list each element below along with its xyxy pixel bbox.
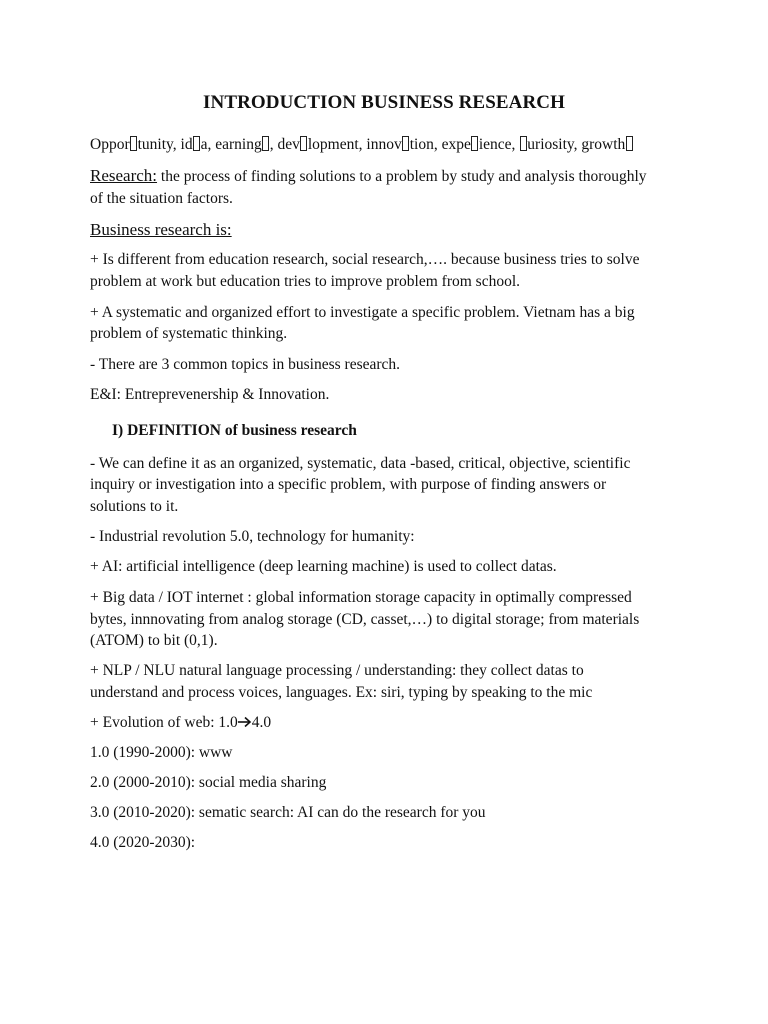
keyword-fragment: tion, expe (409, 136, 471, 153)
keyword-fragment: lopment, innov (307, 136, 402, 153)
definition-line: + AI: artificial intelligence (deep learning machine) is used to collect datas. (90, 558, 557, 575)
missing-glyph-box (520, 136, 527, 151)
definition-line: inquiry or investigation into a specific problem, with purpose of finding answers or (90, 476, 607, 493)
web-version-line: 3.0 (2010-2020): sematic search: AI can do the research for you (90, 804, 486, 821)
keyword-fragment: tunity, id (137, 136, 193, 153)
missing-glyph-box (402, 136, 409, 151)
definition-line: - Industrial revolution 5.0, technology for humanity: (90, 528, 415, 545)
page-title: INTRODUCTION BUSINESS RESEARCH (203, 92, 565, 113)
paragraph-line: + A systematic and organized effort to investigate a specific problem. Vietnam has a big (90, 304, 635, 321)
paragraph-line: + Is different from education research, social research,…. because business tries to solve (90, 251, 640, 268)
missing-glyph-box (471, 136, 478, 151)
research-definition-line-2: of the situation factors. (90, 190, 233, 207)
definition-line: - We can define it as an organized, systematic, data -based, critical, objective, scientific (90, 455, 631, 472)
definition-line: bytes, innnovating from analog storage (CD, casset,…) to digital storage; from materials (90, 611, 640, 628)
definition-line: (ATOM) to bit (0,1). (90, 632, 218, 649)
web-version-line: 1.0 (1990-2000): www (90, 744, 233, 761)
definition-line: understand and process voices, languages. Ex: siri, typing by speaking to the mic (90, 684, 593, 701)
missing-glyph-box (193, 136, 200, 151)
paragraph-line: problem of systematic thinking. (90, 325, 288, 342)
missing-glyph-box (626, 136, 633, 151)
keyword-fragment: Oppor (90, 136, 130, 153)
missing-glyph-box (130, 136, 137, 151)
web-version-line: 4.0 (2020-2030): (90, 834, 196, 851)
section-heading-definition: I) DEFINITION of business research (112, 422, 357, 439)
keywords-line (90, 134, 690, 155)
web-evolution-text: + Evolution of web: 1.0 (90, 714, 238, 731)
definition-line: + Big data / IOT internet : global information storage capacity in optimally compressed (90, 589, 632, 606)
keyword-fragment: a, earning (200, 136, 262, 153)
paragraph-line: problem at work but education tries to improve problem from school. (90, 273, 521, 290)
definition-line: + NLP / NLU natural language processing / understanding: they collect datas to (90, 662, 584, 679)
web-evolution-line (90, 712, 690, 733)
web-version-line: 2.0 (2000-2010): social media sharing (90, 774, 327, 791)
research-label: Research: (90, 166, 158, 185)
keyword-fragment: ience, (478, 136, 520, 153)
right-arrow-icon (238, 714, 252, 731)
keyword-fragment: uriosity, growth (527, 136, 626, 153)
definition-line: solutions to it. (90, 498, 179, 515)
paragraph-line: E&I: Entreprevenership & Innovation. (90, 386, 330, 403)
missing-glyph-box (300, 136, 307, 151)
missing-glyph-box (262, 136, 269, 151)
research-definition-line-1 (90, 165, 690, 187)
paragraph-line: - There are 3 common topics in business research. (90, 356, 401, 373)
keyword-fragment: , dev (269, 136, 300, 153)
research-text: the process of finding solutions to a problem by study and analysis thoroughly (157, 168, 647, 185)
business-research-heading: Business research is: (90, 220, 232, 239)
web-evolution-target: 4.0 (251, 714, 272, 731)
